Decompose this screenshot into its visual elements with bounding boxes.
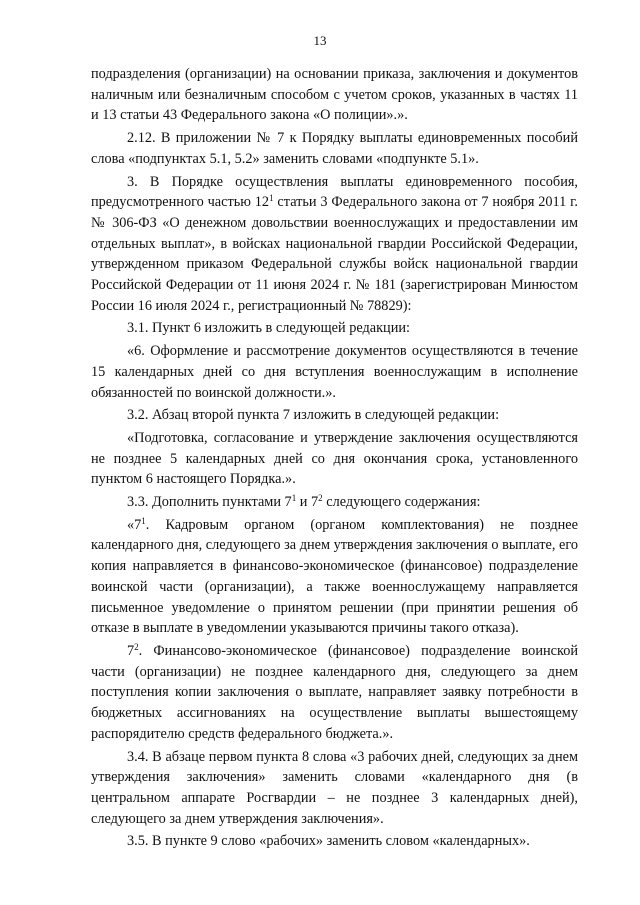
paragraph-3-3-text-a: 3.3. Дополнить пунктами 7 <box>127 494 292 511</box>
paragraph-7-2-superscript: 2 <box>134 641 139 652</box>
paragraph-3-superscript: 1 <box>269 193 274 204</box>
paragraph-3-3 <box>91 492 578 513</box>
paragraph-3-3-superscript-2: 2 <box>318 493 323 504</box>
paragraph-3-3-text-c: следующего содержания: <box>322 494 481 511</box>
paragraph-2-12: 2.12. В приложении № 7 к Порядку выплаты единовременных пособий слова «подпунктах 5.1, 5.2» заменить словами «подпункте 5.1». <box>91 130 578 167</box>
paragraph-continuation: подразделения (организации) на основании приказа, заключения и документов наличным или безналичным способом с учетом сроков, указанных в частях 11 и 13 статьи 43 Федерального закона «О полиции».». <box>91 66 578 124</box>
paragraph-3-4: 3.4. В абзаце первом пункта 8 слова «3 рабочих дней, следующих за днем утверждения заключения» заменить словами «календарного дня (в центральном аппарате Росгвардии – не позднее 3 календарных дней), следующего за днем утверждения заключения». <box>91 748 578 827</box>
paragraph-7-1 <box>91 515 578 639</box>
paragraph-7-2 <box>91 641 578 745</box>
paragraph-3-2: 3.2. Абзац второй пункта 7 изложить в следующей редакции: <box>127 407 500 424</box>
page-number: 13 <box>313 33 327 48</box>
paragraph-7-1-text-b: . Кадровым органом (органом комплектования) не позднее календарного дня, следующего за днем утверждения заключения о выплате, его копия направляется в финансово-экономическое (финансовое) подразделение воинской части (организации), а также военнослужащему направляется письменное уведомление о принятом решении (при принятии решения об отказе в выплате в уведомлении указываются причины такого отказа). <box>91 516 578 637</box>
paragraph-3-text-a: 3. В Порядке осуществления выплаты единовременного пособия, предусмотренного частью 12 <box>91 173 578 211</box>
paragraph-3-text-b: статьи 3 Федерального закона от 7 ноября 2011 г. № 306-ФЗ «О денежном довольствии военнослужащих и предоставлении им отдельных выплат», в войсках национальной гвардии Российской Федерации, утвержденном приказом Федеральной службы войск национальной гвардии Российской Федерации от 11 июня 2024 г. № 181 (зарегистрирован Минюстом России 16 июля 2024 г., регистрационный № 78829): <box>91 194 578 314</box>
paragraph-quote-7: «Подготовка, согласование и утверждение заключения осуществляются не позднее 5 календарных дней со дня окончания срока, установленного пунктом 6 настоящего Порядка.». <box>91 429 578 488</box>
paragraph-7-1-superscript: 1 <box>141 515 146 526</box>
paragraph-3 <box>91 172 578 317</box>
paragraph-7-2-text-b: . Финансово-экономическое (финансовое) подразделение воинской части (организации) не позднее календарного дня, следующего за днем поступления копии заключения о выплате, направляет заявку потребности в бюджетных ассигнованиях на осуществление выплаты вышестоящему распорядителю средств федерального бюджета.». <box>91 642 578 742</box>
paragraph-3-3-superscript-1: 1 <box>291 493 297 504</box>
paragraph-quote-6: «6. Оформление и рассмотрение документов осуществляются в течение 15 календарных дней со дня вступления военнослужащим в исполнение обязанностей по воинской должности.». <box>91 343 578 401</box>
paragraph-3-5: 3.5. В пункте 9 слово «рабочих» заменить словом «календарных». <box>127 833 530 850</box>
paragraph-3-3-text-b: и 7 <box>296 494 319 511</box>
paragraph-7-2-text-a: 7 <box>127 642 135 659</box>
document-body <box>91 64 578 852</box>
paragraph-7-1-text-a: «7 <box>127 516 142 533</box>
paragraph-3-1: 3.1. Пункт 6 изложить в следующей редакции: <box>127 320 410 337</box>
